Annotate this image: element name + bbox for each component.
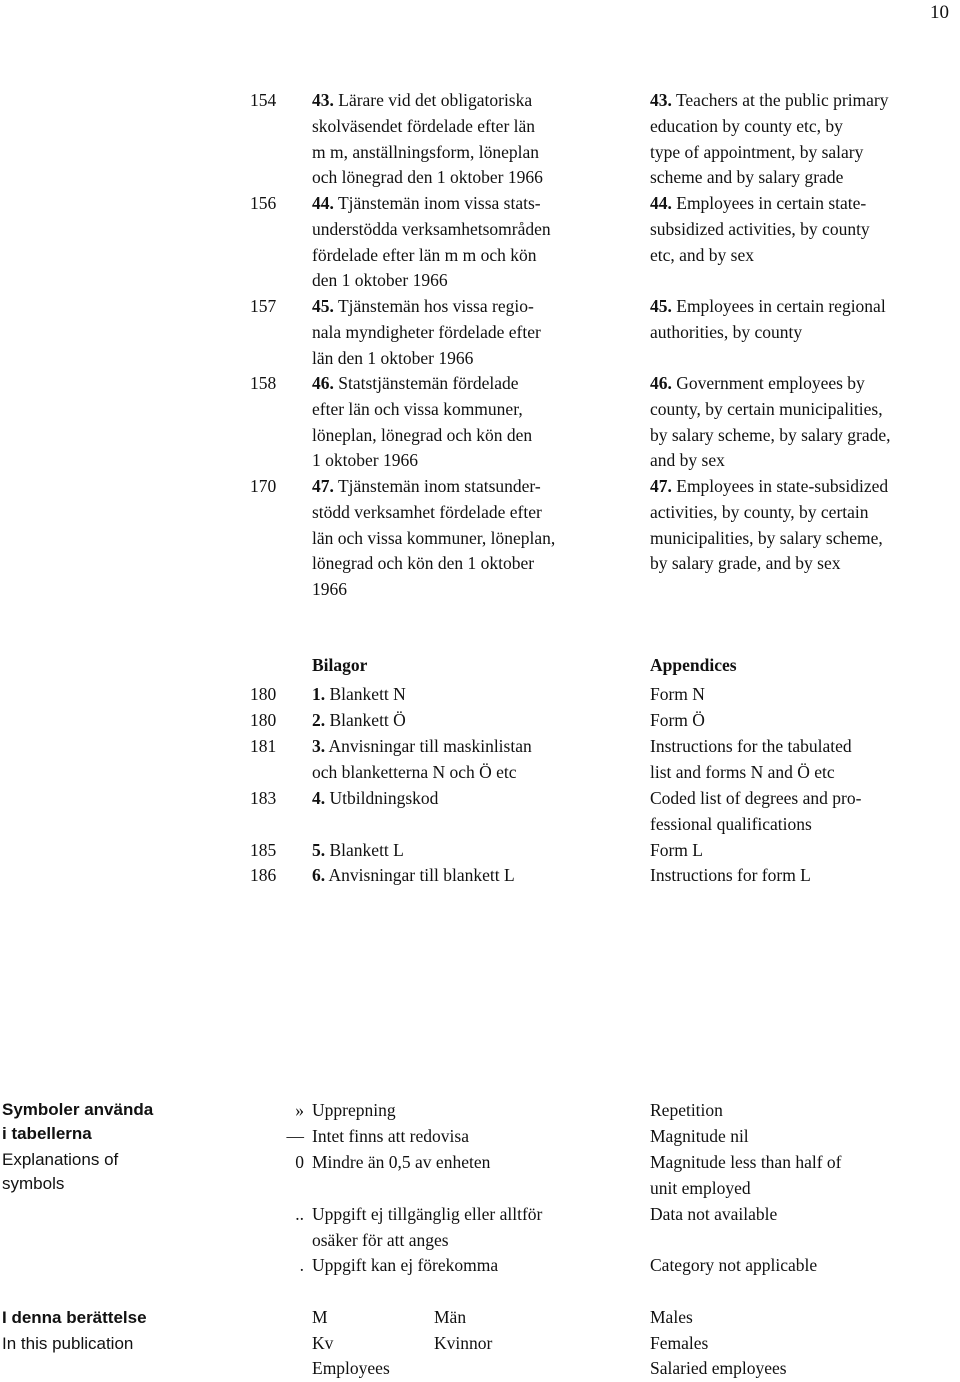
entry-en-line: Teachers at the public primary	[675, 90, 889, 110]
entry-number: 47.	[650, 476, 672, 496]
appendix-number: 1.	[312, 684, 326, 704]
entry-sv-line: Statstjänstemän fördelade	[338, 373, 519, 393]
entry-sv-line: lönegrad och kön den 1 oktober	[312, 553, 535, 574]
entry-sv-line: 1966	[312, 579, 347, 600]
symbol-glyph: »	[295, 1100, 304, 1120]
entry-sv-line: fördelade efter län m m och kön	[312, 244, 537, 265]
appendix-sv-line: Anvisningar till blankett L	[328, 865, 515, 885]
entry-sv-line: skolväsendet fördelade efter län	[312, 115, 536, 136]
employees-translation: Salaried employees	[650, 1358, 787, 1378]
entry-en-line: county, by certain municipalities,	[650, 398, 883, 419]
publication-label-sv: I denna berättelse	[2, 1308, 147, 1327]
symbol-sv-line: Uppgift ej tillgänglig eller alltför	[312, 1204, 543, 1224]
entry-number: 43.	[312, 90, 334, 110]
entry-page-number: 154	[250, 90, 277, 110]
entry-sv-line: 1 oktober 1966	[312, 450, 418, 471]
appendix-en-line: Form Ö	[650, 710, 705, 730]
symbol-sv-line: Upprepning	[312, 1100, 396, 1120]
publication-label-en: In this publication	[2, 1334, 134, 1353]
entry-english-text	[650, 294, 960, 346]
appendix-page-number: 180	[250, 684, 277, 704]
appendix-en-line: list and forms N and Ö etc	[650, 761, 835, 782]
symbols-label-line: i tabellerna	[2, 1124, 92, 1143]
entry-en-line: subsidized activities, by county	[650, 218, 870, 239]
entry-en-line: by salary scheme, by salary grade,	[650, 424, 891, 445]
entry-english-text	[650, 88, 960, 191]
entry-number: 47.	[312, 476, 334, 496]
symbol-en-line: Data not available	[650, 1204, 778, 1224]
entry-sv-line: löneplan, lönegrad och kön den	[312, 424, 533, 445]
entry-swedish-text	[312, 474, 632, 603]
entry-en-line: education by county etc, by	[650, 115, 843, 136]
appendix-sv-line: Blankett Ö	[329, 710, 406, 730]
symbol-sv-line: Mindre än 0,5 av enheten	[312, 1152, 491, 1172]
entry-sv-line: nala myndigheter fördelade efter	[312, 321, 541, 342]
entry-sv-line: Lärare vid det obligatoriska	[338, 90, 533, 110]
entry-en-line: and by sex	[650, 450, 725, 471]
appendix-sv-line: Anvisningar till maskinlistan	[328, 736, 532, 756]
symbol-en-line: unit employed	[650, 1177, 751, 1198]
entry-sv-line: m m, anställningsform, löneplan	[312, 141, 539, 162]
entry-sv-line: stödd verksamhet fördelade efter	[312, 501, 542, 522]
entry-en-line: Employees in certain state-	[676, 193, 867, 213]
entry-sv-line: Tjänstemän inom statsunder-	[337, 476, 541, 496]
entry-en-line: Government employees by	[676, 373, 865, 393]
symbol-en-line: Magnitude less than half of	[650, 1152, 842, 1172]
entry-en-line: etc, and by sex	[650, 244, 754, 265]
symbols-label-line: Symboler använda	[2, 1100, 154, 1119]
entry-sv-line: län den 1 oktober 1966	[312, 347, 474, 368]
abbrev-m: M	[312, 1307, 328, 1327]
entry-en-line: type of appointment, by salary	[650, 141, 864, 162]
entry-page-number: 170	[250, 476, 277, 496]
appendix-sv-line: Utbildningskod	[329, 788, 439, 808]
entry-english-text	[650, 191, 960, 268]
appendix-sv-line: och blanketterna N och Ö etc	[312, 761, 517, 782]
entry-en-line: authorities, by county	[650, 321, 803, 342]
symbols-label-line: Explanations of	[2, 1150, 119, 1169]
abbrev-kv-sv: Kvinnor	[434, 1333, 493, 1353]
symbol-sv-line: Intet finns att redovisa	[312, 1126, 469, 1146]
symbols-label-sv	[2, 1098, 153, 1146]
appendix-en-line: Coded list of degrees and pro-	[650, 788, 862, 808]
entry-number: 45.	[650, 296, 672, 316]
entry-sv-line: Tjänstemän inom vissa stats-	[337, 193, 541, 213]
entry-number: 44.	[312, 193, 334, 213]
appendix-en-line: Instructions for the tabulated	[650, 736, 852, 756]
appendix-sv-line: Blankett N	[329, 684, 406, 704]
entry-page-number: 157	[250, 296, 277, 316]
symbol-glyph: —	[286, 1126, 304, 1146]
appendix-number: 3.	[312, 736, 326, 756]
entry-en-line: Employees in certain regional	[676, 296, 886, 316]
appendix-page-number: 181	[250, 736, 277, 756]
symbol-sv-line: osäker för att anges	[312, 1229, 449, 1250]
entry-english-text	[650, 371, 960, 474]
abbrev-kv: Kv	[312, 1333, 334, 1353]
entry-en-line: activities, by county, by certain	[650, 501, 869, 522]
entry-swedish-text	[312, 88, 632, 191]
abbrev-m-en: Males	[650, 1307, 693, 1327]
entry-swedish-text	[312, 371, 632, 474]
entry-sv-line: den 1 oktober 1966	[312, 270, 448, 291]
appendix-number: 2.	[312, 710, 326, 730]
symbols-label-en	[2, 1148, 118, 1196]
appendix-sv-line: Blankett L	[329, 840, 404, 860]
entry-en-line: by salary grade, and by sex	[650, 553, 841, 574]
appendix-en-line: fessional qualifications	[650, 813, 812, 834]
abbrev-m-sv: Män	[434, 1307, 467, 1327]
appendix-number: 5.	[312, 840, 326, 860]
symbol-glyph: ..	[295, 1204, 304, 1224]
symbols-label-line: symbols	[2, 1174, 65, 1193]
appendix-en-line: Form L	[650, 840, 703, 860]
symbol-sv-line: Uppgift kan ej förekomma	[312, 1255, 499, 1275]
appendix-page-number: 185	[250, 840, 277, 860]
appendix-number: 4.	[312, 788, 326, 808]
abbrev-kv-en: Females	[650, 1333, 709, 1353]
entry-sv-line: län och vissa kommuner, löneplan,	[312, 527, 556, 548]
entry-en-line: scheme and by salary grade	[650, 167, 844, 188]
entry-number: 46.	[650, 373, 672, 393]
symbol-glyph: .	[299, 1255, 304, 1275]
entry-sv-line: och lönegrad den 1 oktober 1966	[312, 167, 543, 188]
symbol-en-line: Magnitude nil	[650, 1126, 749, 1146]
entry-sv-line: understödda verksamhetsområden	[312, 218, 551, 239]
entry-en-line: municipalities, by salary scheme,	[650, 527, 883, 548]
appendix-en-line: Form N	[650, 684, 705, 704]
entry-swedish-text	[312, 191, 632, 294]
appendices-heading-en: Appendices	[650, 655, 737, 675]
entry-number: 45.	[312, 296, 334, 316]
appendix-number: 6.	[312, 865, 326, 885]
entry-number: 43.	[650, 90, 672, 110]
entry-en-line: Employees in state-subsidized	[676, 476, 889, 496]
appendix-page-number: 180	[250, 710, 277, 730]
entry-sv-line: efter län och vissa kommuner,	[312, 398, 523, 419]
page-number: 10	[930, 2, 949, 23]
entry-english-text	[650, 474, 960, 577]
entry-page-number: 156	[250, 193, 277, 213]
appendix-en-line: Instructions for form L	[650, 865, 811, 885]
employees-term: Employees	[312, 1358, 390, 1378]
appendix-page-number: 186	[250, 865, 277, 885]
symbol-en-line: Repetition	[650, 1100, 723, 1120]
symbol-en-line: Category not applicable	[650, 1255, 818, 1275]
entry-number: 46.	[312, 373, 334, 393]
entry-sv-line: Tjänstemän hos vissa regio-	[337, 296, 534, 316]
entry-number: 44.	[650, 193, 672, 213]
appendix-page-number: 183	[250, 788, 277, 808]
appendices-heading-sv: Bilagor	[312, 655, 368, 675]
entry-page-number: 158	[250, 373, 277, 393]
symbol-glyph: 0	[295, 1152, 304, 1172]
entry-swedish-text	[312, 294, 632, 371]
